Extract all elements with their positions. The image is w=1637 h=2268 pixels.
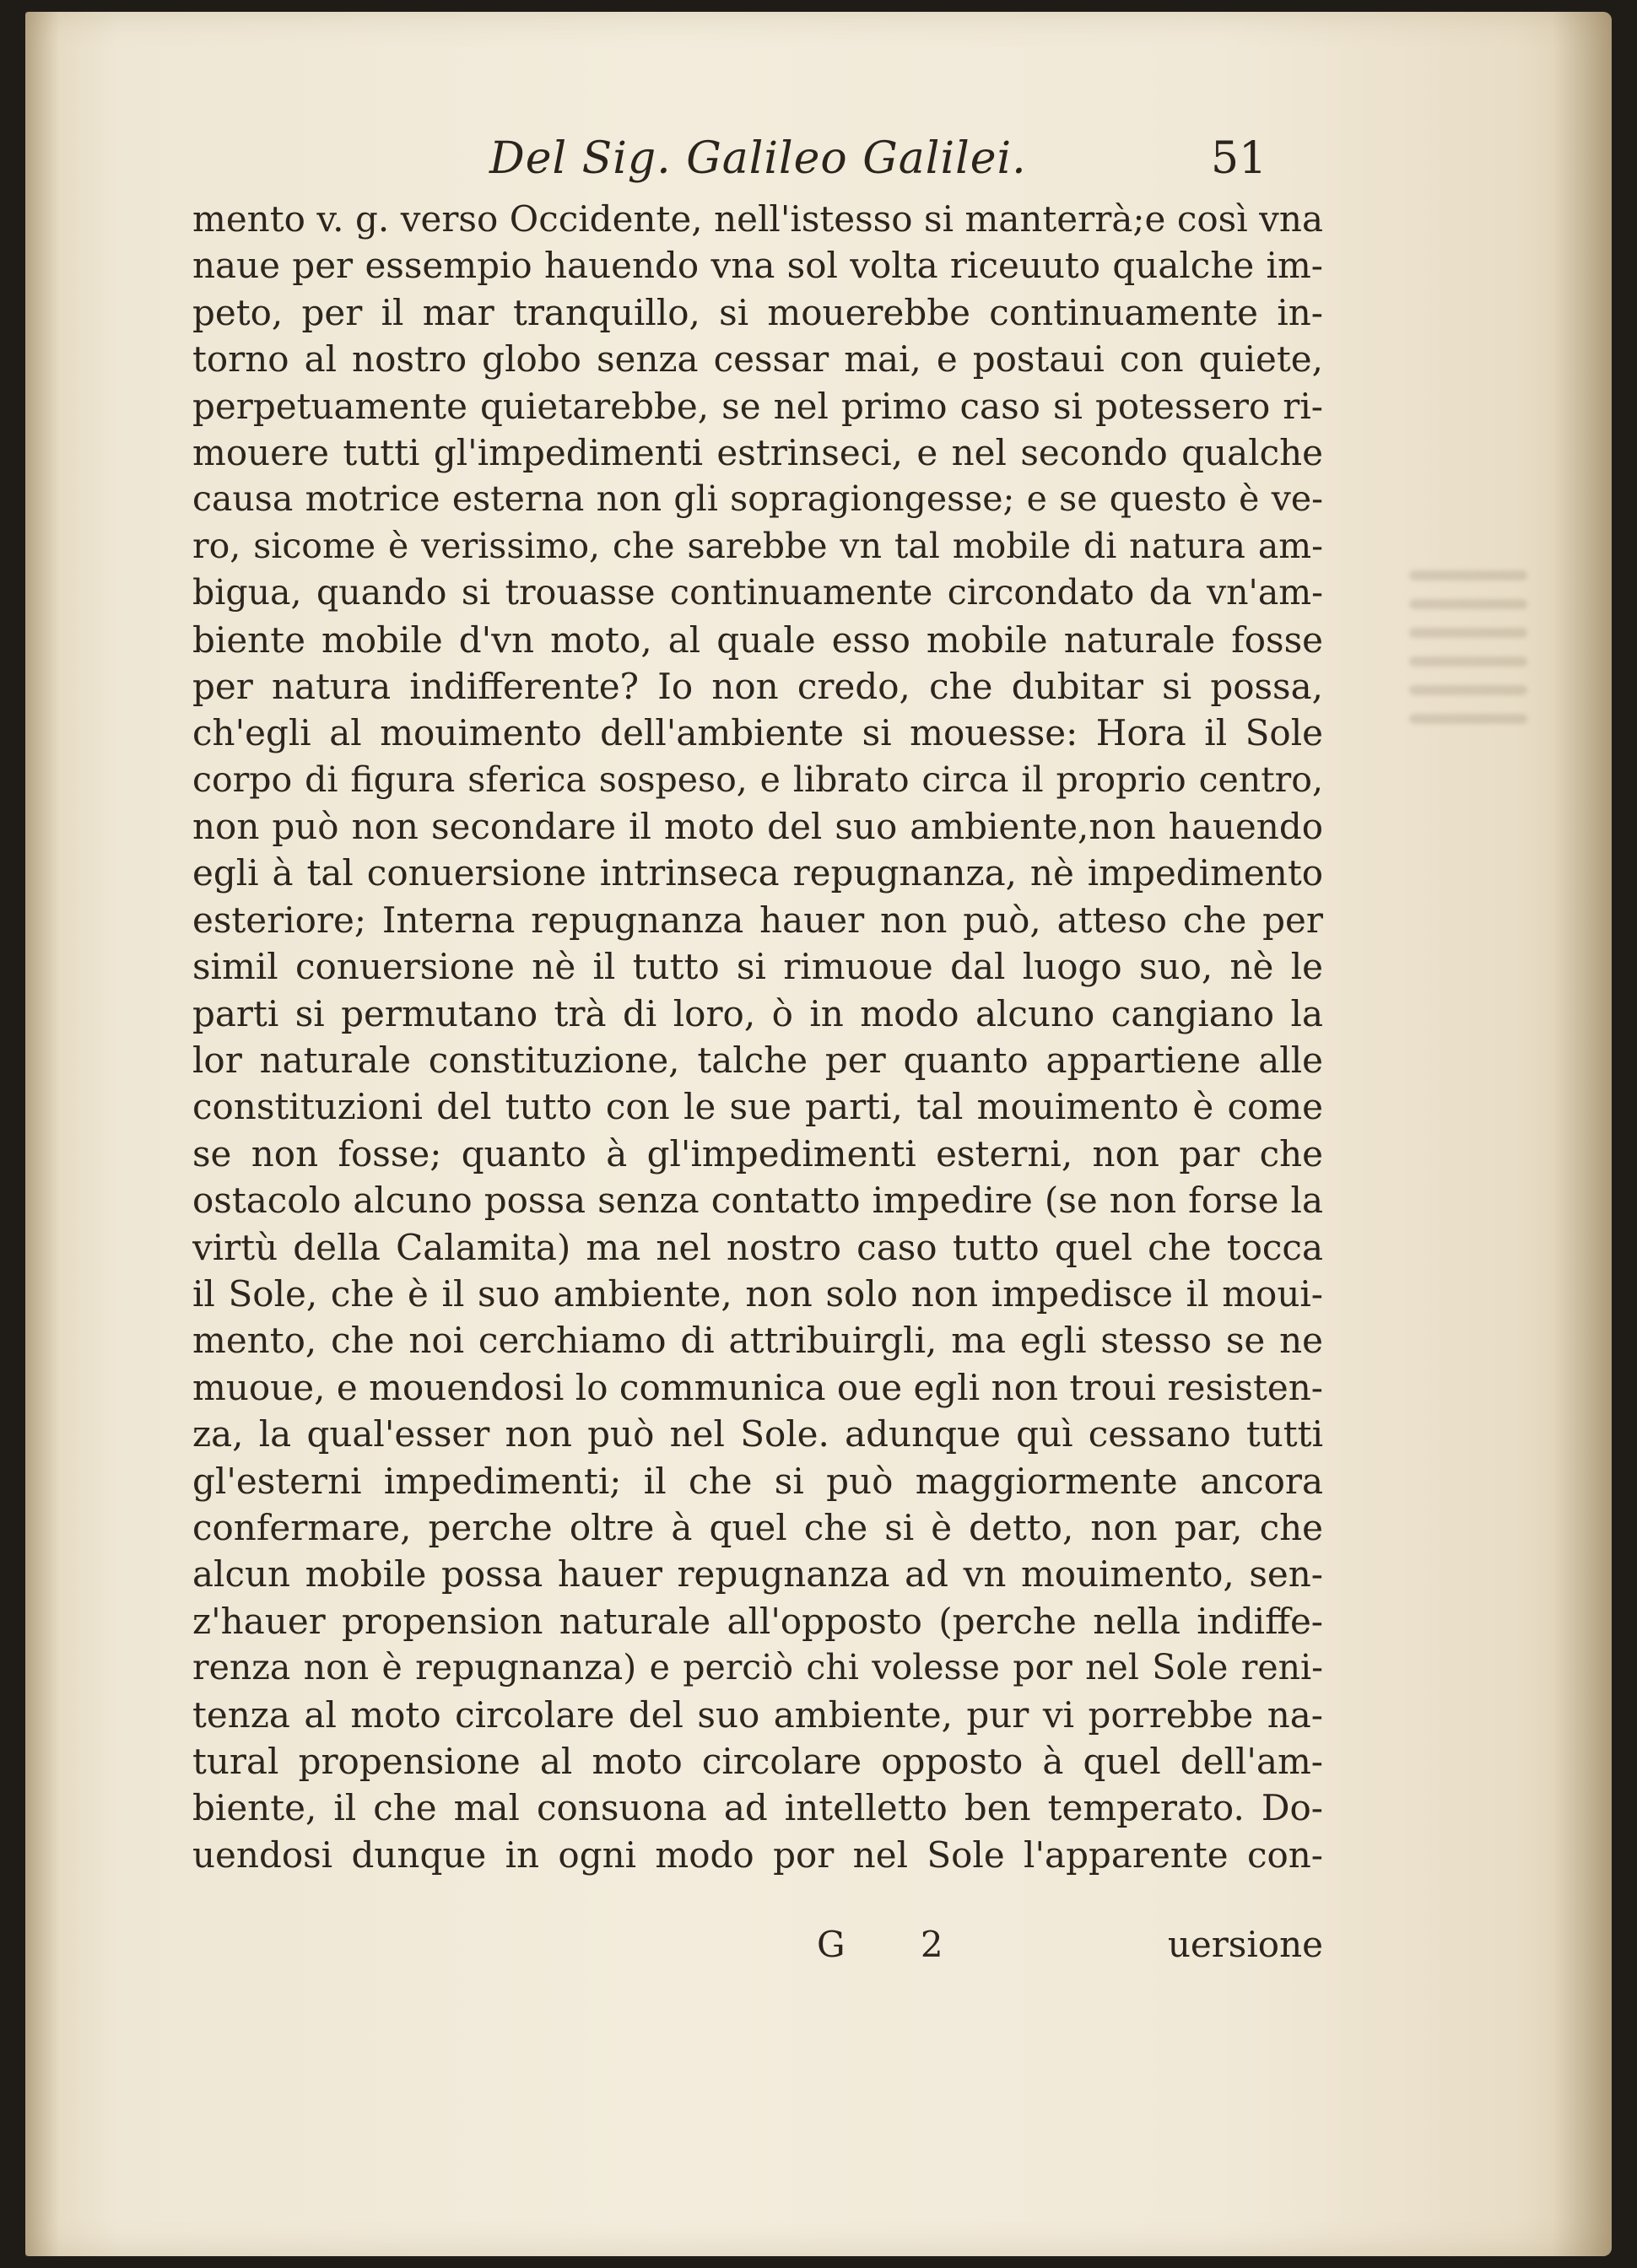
text-line: mento v. g. verso Occidente, nell'istesso si manterrà;e così vna [192, 198, 1323, 240]
text-line: causa motrice esterna non gli sopragiongesse; e se questo è ve- [192, 478, 1323, 520]
text-line: mento, che noi cerchiamo di attribuirgli, ma egli stesso se ne [192, 1320, 1323, 1362]
text-line: z'hauer propension naturale all'opposto (perche nella indiffe- [192, 1600, 1323, 1642]
page-footer [192, 1924, 1323, 1974]
text-line: naue per essempio hauendo vna sol volta riceuuto qualche im- [192, 245, 1323, 287]
text-line: lor naturale constituzione, talche per quanto appartiene alle [192, 1040, 1323, 1082]
text-line: mouere tutti gl'impedimenti estrinseci, e nel secondo qualche [192, 431, 1323, 473]
text-line: esteriore; Interna repugnanza hauer non può, atteso che per [192, 899, 1323, 941]
page-number: 51 [1211, 133, 1267, 184]
text-line: peto, per il mar tranquillo, si mouerebbe continuamente in- [192, 291, 1323, 333]
bleed-mark [1409, 570, 1527, 580]
bleed-mark [1409, 599, 1527, 609]
text-line: za, la qual'esser non può nel Sole. adunque quì cessano tutti [192, 1413, 1323, 1455]
bleed-mark [1409, 656, 1527, 667]
text-line: muoue, e mouendosi lo communica oue egli non troui resisten- [192, 1366, 1323, 1408]
text-line: constituzioni del tutto con le sue parti, tal mouimento è come [192, 1086, 1323, 1128]
bleed-mark [1409, 685, 1527, 695]
text-line: corpo di figura sferica sospeso, e librato circa il proprio centro, [192, 759, 1323, 800]
text-line: perpetuamente quietarebbe, se nel primo caso si potessero ri- [192, 385, 1323, 427]
text-line: ro, sicome è verissimo, che sarebbe vn tal mobile di natura am- [192, 525, 1323, 566]
running-head-title: Del Sig. Galileo Galilei. [489, 133, 1027, 184]
bleed-mark [1409, 628, 1527, 638]
text-line: bigua, quando si trouasse continuamente circondato da vn'am- [192, 572, 1323, 613]
text-line: confermare, perche oltre à quel che si è detto, non par, che [192, 1506, 1323, 1548]
text-line: biente mobile d'vn moto, al quale esso mobile naturale fosse [192, 618, 1323, 661]
text-line: simil conuersione nè il tutto si rimuoue dal luogo suo, nè le [192, 946, 1323, 988]
text-line: non può non secondare il moto del suo ambiente,non hauendo [192, 806, 1323, 848]
text-line: egli à tal conuersione intrinseca repugnanza, nè impedimento [192, 852, 1323, 894]
bleed-mark [1409, 714, 1527, 724]
signature-mark: G 2 [817, 1924, 975, 1965]
text-line: tenza al moto circolare del suo ambiente, pur vi porrebbe na- [192, 1693, 1323, 1736]
text-line: uendosi dunque in ogni modo por nel Sole l'apparente con- [192, 1833, 1323, 1876]
body-text [192, 196, 1323, 1878]
text-line: renza non è repugnanza) e perciò chi volesse por nel Sole reni- [192, 1647, 1323, 1688]
gutter-shadow [25, 12, 59, 2256]
show-through-bleed [1409, 552, 1527, 906]
page-edge-shadow [1553, 12, 1612, 2256]
text-line: biente, il che mal consuona ad intelletto ben temperato. Do- [192, 1787, 1323, 1829]
text-line: se non fosse; quanto à gl'impedimenti esterni, non par che [192, 1132, 1323, 1174]
catchword: uersione [1167, 1924, 1323, 1965]
text-line: tural propensione al moto circolare opposto à quel dell'am- [192, 1740, 1323, 1782]
text-line: torno al nostro globo senza cessar mai, e postaui con quiete, [192, 338, 1323, 381]
running-head [177, 133, 1291, 201]
text-line: virtù della Calamita) ma nel nostro caso tutto quel che tocca [192, 1226, 1323, 1268]
text-line: ch'egli al mouimento dell'ambiente si mouesse: Hora il Sole [192, 712, 1323, 754]
text-line: ostacolo alcuno possa senza contatto impedire (se non forse la [192, 1180, 1323, 1222]
text-line: gl'esterni impedimenti; il che si può maggiormente ancora [192, 1460, 1323, 1502]
text-line: alcun mobile possa hauer repugnanza ad vn mouimento, sen- [192, 1553, 1323, 1596]
text-line: parti si permutano trà di loro, ò in modo alcuno cangiano la [192, 992, 1323, 1034]
text-line: per natura indifferente? Io non credo, che dubitar si possa, [192, 665, 1323, 707]
text-line: il Sole, che è il suo ambiente, non solo non impedisce il moui- [192, 1272, 1323, 1315]
